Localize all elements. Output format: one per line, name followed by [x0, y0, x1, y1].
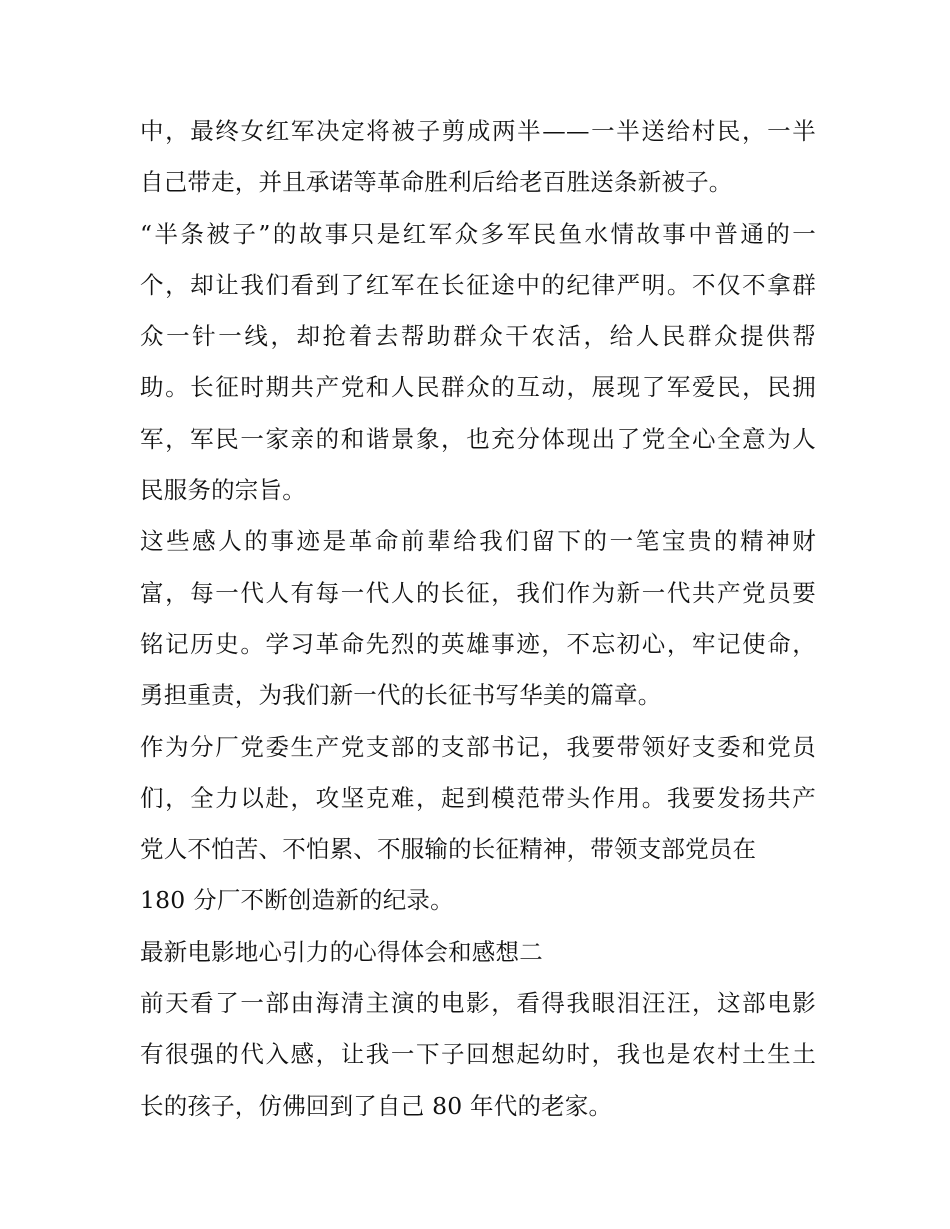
- text-line: 们，全力以赴，攻坚克难，起到模范带头作用。我要发扬共产: [140, 783, 816, 812]
- text-line: 民服务的宗旨。: [140, 476, 306, 505]
- text-line: 勇担重责，为我们新一代的长征书写华美的篇章。: [140, 681, 662, 710]
- text-line: 自己带走，并且承诺等革命胜利后给老百胜送条新被子。: [140, 168, 733, 197]
- text-line: 前天看了一部由海清主演的电影，看得我眼泪汪汪，这部电影: [140, 989, 816, 1018]
- text-line: 长的孩子，仿佛回到了自己 80 年代的老家。: [140, 1091, 613, 1120]
- text-line: “半条被子”的故事只是红军众多军民鱼水情故事中普通的一: [140, 219, 816, 248]
- text-line: 军，军民一家亲的和谐景象，也充分体现出了党全心全意为人: [140, 424, 816, 453]
- text-line: 180 分厂不断创造新的纪录。: [140, 886, 454, 915]
- text-line: 作为分厂党委生产党支部的支部书记，我要带领好支委和党员: [140, 732, 816, 761]
- section-heading: 最新电影地心引力的心得体会和感想二: [140, 937, 543, 966]
- text-line: 这些感人的事迹是革命前辈给我们留下的一笔宝贵的精神财: [140, 527, 816, 556]
- text-line: 党人不怕苦、不怕累、不服输的长征精神，带领支部党员在: [140, 835, 757, 864]
- text-line: 有很强的代入感，让我一下子回想起幼时，我也是农村土生土: [140, 1040, 816, 1069]
- text-line: 众一针一线，却抢着去帮助群众干农活，给人民群众提供帮: [140, 322, 816, 351]
- text-line: 助。长征时期共产党和人民群众的互动，展现了军爱民，民拥: [140, 373, 816, 402]
- text-line: 个，却让我们看到了红军在长征途中的纪律严明。不仅不拿群: [140, 270, 816, 299]
- text-line: 铭记历史。学习革命先烈的英雄事迹，不忘初心，牢记使命，: [140, 629, 816, 658]
- text-line: 中，最终女红军决定将被子剪成两半——一半送给村民，一半: [140, 117, 816, 145]
- text-line: 富，每一代人有每一代人的长征，我们作为新一代共产党员要: [140, 578, 816, 607]
- document-body: [140, 106, 816, 1132]
